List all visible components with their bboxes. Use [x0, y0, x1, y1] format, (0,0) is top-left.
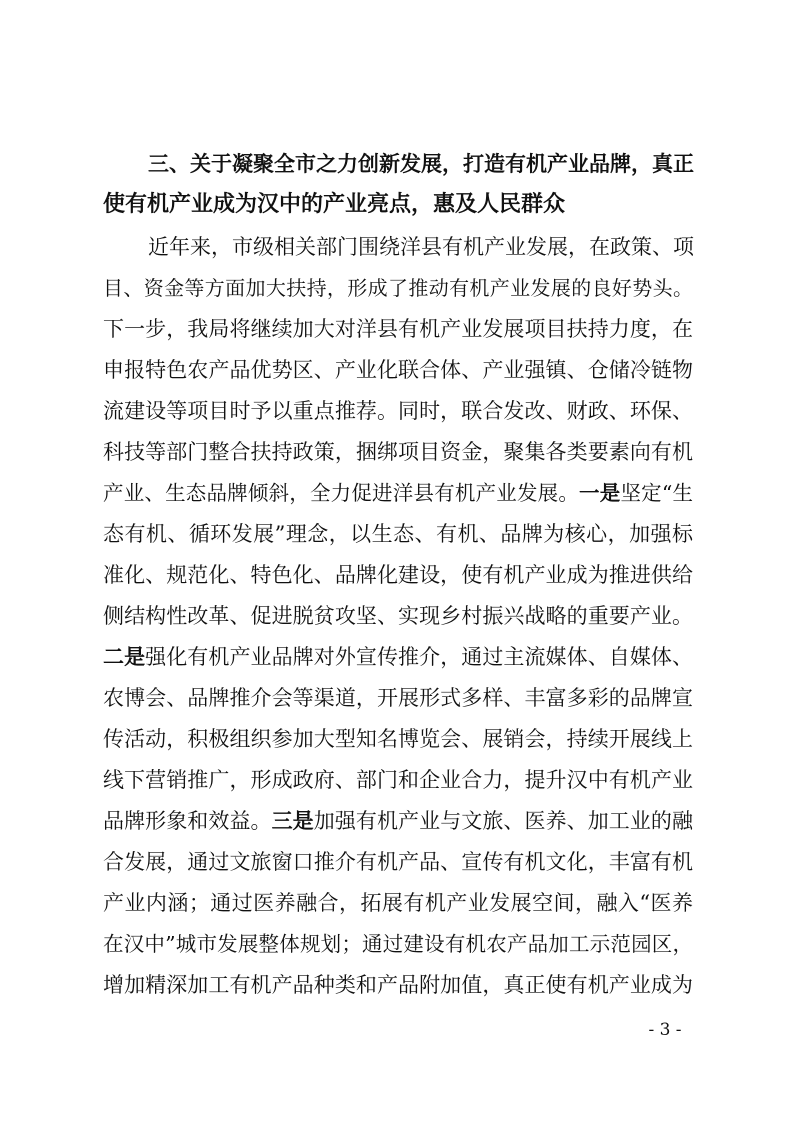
paragraph-line: 传活动，积极组织参加大型知名博览会、展销会，持续开展线上: [103, 727, 693, 751]
paragraph-line: 目、资金等方面加大扶持，形成了推动有机产业发展的良好势头。: [103, 276, 693, 300]
paragraph-line: [103, 807, 693, 835]
section-heading-line-2: 使有机产业成为汉中的产业亮点，惠及人民群众: [103, 192, 566, 217]
emphasis-first: 一是: [579, 481, 621, 505]
emphasis-second: 二是: [103, 645, 146, 669]
paragraph-line: 申报特色农产品优势区、产业化联合体、产业强镇、仓储冷链物: [103, 358, 693, 382]
paragraph-line: 科技等部门整合扶持政策，捆绑项目资金，聚集各类要素向有机: [103, 440, 693, 464]
paragraph-line: 线下营销推广，形成政府、部门和企业合力，提升汉中有机产业: [103, 768, 693, 792]
paragraph-line: [103, 479, 693, 507]
paragraph-line: 流建设等项目时予以重点推荐。同时，联合发改、财政、环保、: [103, 399, 693, 423]
paragraph-line: 态有机、循环发展”理念，以生态、有机、品牌为核心，加强标: [103, 522, 693, 546]
paragraph-line: 增加精深加工有机产品种类和产品附加值，真正使有机产业成为: [103, 973, 693, 997]
section-heading-line-1: 三、关于凝聚全市之力创新发展，打造有机产业品牌，真正: [148, 152, 694, 176]
emphasis-third: 三是: [271, 809, 314, 833]
paragraph-text: 加强有机产业与文旅、医养、加工业的融: [313, 809, 694, 833]
paragraph-text: 强化有机产业品牌对外宣传推介，通过主流媒体、自媒体、: [145, 645, 694, 669]
paragraph-line: 农博会、品牌推介会等渠道，开展形式多样、丰富多彩的品牌宣: [103, 686, 693, 710]
paragraph-text: 坚定“生: [620, 481, 694, 505]
paragraph-line: [103, 643, 693, 671]
paragraph-line: 准化、规范化、特色化、品牌化建设，使有机产业成为推进供给: [103, 563, 693, 587]
paragraph-text: 品牌形象和效益。: [103, 809, 272, 833]
paragraph-line: 近年来，市级相关部门围绕洋县有机产业发展，在政策、项: [148, 235, 694, 259]
page-number: - 3 -: [648, 1020, 682, 1040]
paragraph-line: 产业内涵；通过医养融合，拓展有机产业发展空间，融入“医养: [103, 891, 693, 915]
paragraph-line: 在汉中”城市发展整体规划；通过建设有机农产品加工示范园区，: [103, 932, 693, 956]
paragraph-text: 产业、生态品牌倾斜，全力促进洋县有机产业发展。: [103, 481, 580, 505]
paragraph-line: 侧结构性改革、促进脱贫攻坚、实现乡村振兴战略的重要产业。: [103, 604, 693, 628]
paragraph-line: 下一步，我局将继续加大对洋县有机产业发展项目扶持力度，在: [103, 317, 693, 341]
paragraph-line: 合发展，通过文旅窗口推介有机产品、宣传有机文化，丰富有机: [103, 850, 693, 874]
